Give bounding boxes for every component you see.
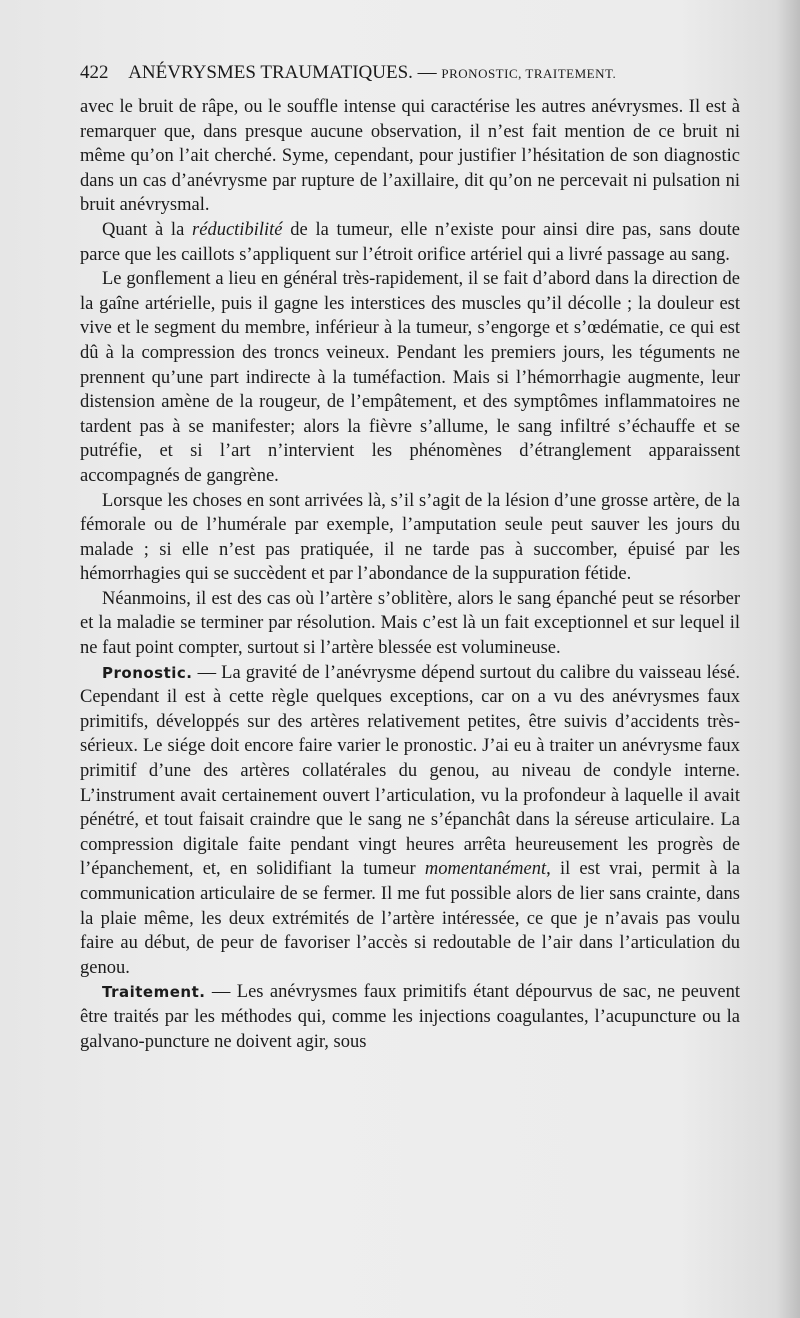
- paragraph-3: Le gonflement a lieu en général très-rapidement, il se fait d’abord dans la direction de la gaîne artérielle, puis il gagne les interstices des muscles qu’il décolle ; la douleur est vive et le segment du membre, inférieur à la tumeur, s’engorge et s’œdématie, ce qui est dû à la compression des troncs veineux. Pendant les premiers jours, les téguments ne prennent qu’une part indirecte à la tuméfaction. Mais si l’hémorrhagie augmente, leur distension amène de la rougeur, de l’empâtement, et des symptômes inflammatoires ne tardent pas à se manifester; alors la fièvre s’allume, le sang infiltré s’échauffe et se putréfie, et si l’art n’intervient les phénomènes d’étranglement apparaissent accompagnés de gangrène.: [80, 269, 740, 486]
- header-dash: —: [417, 62, 437, 83]
- p6-text-b: , il est vrai, permit à la communication articulaire de se fermer. Il me fut possible alors de lier sans crainte, dans la plaie même, les deux extrémités de l’artère intéressée, ce que je n’avais pas voulu faire au début, de peur de favoriser l’accès si redoutable de l’air dans l’articulation du genou.: [80, 859, 740, 978]
- paragraph-pronostic: [80, 661, 740, 981]
- p6-text-a: — La gravité de l’anévrysme dépend surtout du calibre du vaisseau lésé. Cependant il est à cette règle quelques exceptions, car on a vu des anévrysmes faux primitifs, développés sur des artères relativement petites, être suivis d’accidents très-sérieux. Le siége doit encore faire varier le pronostic. J’ai eu à traiter un anévrysme faux primitif d’une des artères collatérales du genou, au niveau de condyle interne. L’instrument avait certainement ouvert l’articulation, vu la profondeur à laquelle il avait pénétré, et tout faisait craindre que le sang ne s’épanchât dans la séreuse articulaire. La compression digitale faite pendant vingt heures arrêta heureusement les progrès de l’épanchement, et, en solidifiant la tumeur: [80, 662, 740, 880]
- body-text: [80, 95, 740, 1054]
- p7-text-a: — Les anévrysmes faux primitifs étant dépourvus de sac, ne peuvent être traités par les méthodes qui, comme les injections coagulantes, l’acupuncture ou la galvano-puncture ne doivent agir, sous: [80, 982, 740, 1052]
- page-number: 422: [80, 62, 109, 83]
- paragraph-2: [80, 218, 740, 267]
- p2-text-a: Quant à la: [102, 219, 193, 240]
- p2-emphasis: réductibilité: [192, 219, 283, 240]
- paragraph-4: Lorsque les choses en sont arrivées là, s’il s’agit de la lésion d’une grosse artère, de la fémorale ou de l’humérale par exemple, l’amputation seule peut sauver les jours du malade ; si elle n’est pas pratiquée, il ne tarde pas à succomber, épuisé par les hémorrhagies qui se succèdent et par l’abondance de la suppuration fétide.: [80, 490, 740, 585]
- section-heading-pronostic: Pronostic.: [102, 663, 193, 682]
- header-title: ANÉVRYSMES TRAUMATIQUES.: [128, 62, 413, 83]
- p6-emphasis: momentanément: [424, 859, 547, 880]
- p2-text-b: de la tumeur, elle n’existe pour ainsi dire pas, sans doute parce que les caillots s’appliquent sur l’étroit orifice artériel qui a livré passage au sang.: [80, 219, 740, 265]
- paragraph-1: avec le bruit de râpe, ou le souffle intense qui caractérise les autres anévrysmes. Il est à remarquer que, dans presque aucune observation, il n’est fait mention de ce bruit ni même qu’on l’ait cherché. Syme, cependant, pour justifier l’hésitation de son diagnostic dans un cas d’anévrysme par rupture de l’axillaire, dit qu’on ne percevait ni pulsation ni bruit anévrysmal.: [80, 97, 740, 216]
- paragraph-5: Néanmoins, il est des cas où l’artère s’oblitère, alors le sang épanché peut se résorber et la maladie se terminer par résolution. Mais c’est là un fait exceptionnel et sur lequel il ne faut point compter, surtout si l’artère blessée est volumineuse.: [80, 588, 740, 659]
- header-subtitle: PRONOSTIC, TRAITEMENT.: [441, 66, 617, 81]
- section-heading-traitement: Traitement.: [102, 983, 206, 1002]
- paragraph-traitement: [80, 980, 740, 1054]
- running-header: [80, 62, 760, 85]
